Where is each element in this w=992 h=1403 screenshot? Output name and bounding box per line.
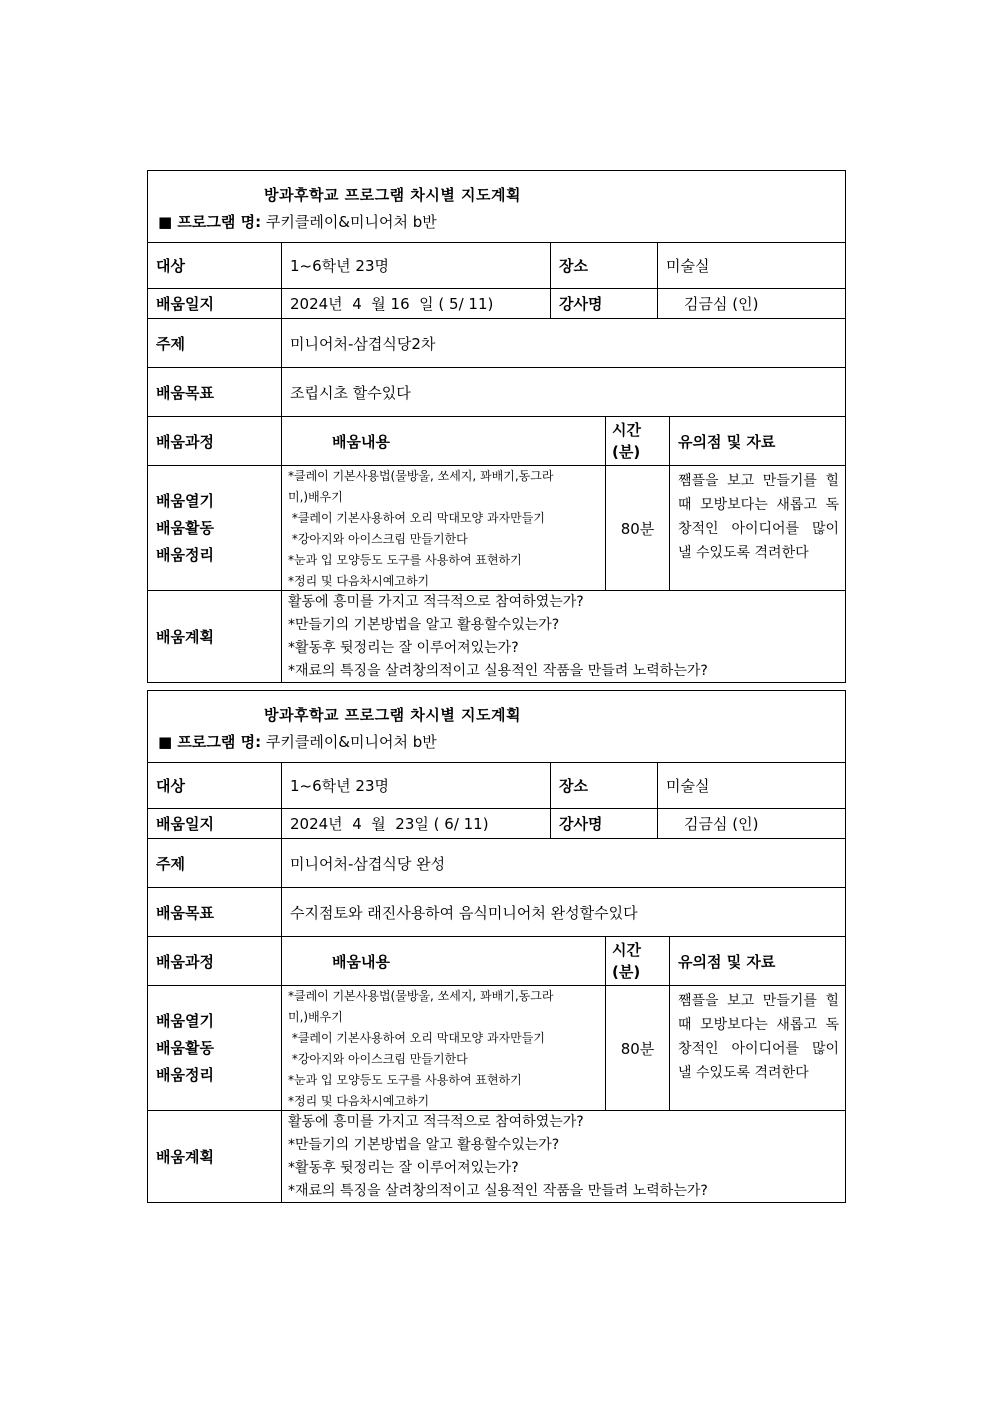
time-header bbox=[605, 417, 669, 465]
step-open: 배움열기 bbox=[156, 491, 214, 510]
step-activity: 배움활동 bbox=[156, 1038, 214, 1057]
plan-label: 배움계획 bbox=[148, 1111, 282, 1202]
time-header-line2: (분) bbox=[612, 963, 641, 981]
steps-cell bbox=[148, 466, 282, 590]
content-line: 미,)배우기 bbox=[288, 1010, 343, 1024]
plan-line: *활동후 뒷정리는 잘 이루어져있는가? bbox=[288, 1160, 519, 1176]
teacher-label: 강사명 bbox=[550, 809, 657, 838]
date-row bbox=[148, 289, 845, 319]
goal-label: 배움목표 bbox=[148, 888, 282, 936]
target-label: 대상 bbox=[148, 243, 282, 288]
plan-line: 활동에 흥미를 가지고 적극적으로 참여하였는가? bbox=[288, 594, 584, 610]
content-line: *클레이 기본사용법(물방울, 쏘세지, 꽈배기,동그라 bbox=[288, 989, 554, 1003]
content-header: 배움내용 bbox=[332, 952, 390, 971]
content-line: *클레이 기본사용하여 오리 막대모양 과자만들기 bbox=[288, 1031, 545, 1045]
plan-row bbox=[148, 591, 845, 682]
content-line: *눈과 입 모양등도 도구를 사용하여 표현하기 bbox=[288, 1073, 522, 1087]
target-value: 1~6학년 23명 bbox=[290, 777, 389, 795]
content-line: *클레이 기본사용하여 오리 막대모양 과자만들기 bbox=[288, 511, 545, 525]
content-line: *강아지와 아이스크림 만들기한다 bbox=[288, 532, 468, 546]
target-value: 1~6학년 23명 bbox=[290, 257, 389, 275]
plan-line: *만들기의 기본방법을 알고 활용할수있는가? bbox=[288, 617, 560, 633]
plan-lines bbox=[282, 591, 845, 682]
content-cell bbox=[282, 466, 605, 590]
teacher-value: 김금심 (인) bbox=[657, 809, 845, 838]
goal-value: 조립시초 할수있다 bbox=[290, 383, 411, 402]
note-header: 유의점 및 자료 bbox=[669, 417, 845, 465]
goal-row bbox=[148, 888, 845, 937]
topic-label: 주제 bbox=[148, 319, 282, 367]
note-value: 쨈플을 보고 만들기를 힐 때 모방보다는 새롭고 독창적인 아이디어를 많이 낼 수있도록 격려한다 bbox=[669, 986, 845, 1110]
program-label: ■ 프로그램 명: bbox=[158, 733, 262, 751]
place-value: 미술실 bbox=[657, 763, 845, 808]
content-line: *눈과 입 모양등도 도구를 사용하여 표현하기 bbox=[288, 553, 522, 567]
step-open: 배움열기 bbox=[156, 1011, 214, 1030]
note-header: 유의점 및 자료 bbox=[669, 937, 845, 985]
steps-cell bbox=[148, 986, 282, 1110]
topic-label: 주제 bbox=[148, 839, 282, 887]
topic-value: 미니어처-삼겹식당2차 bbox=[290, 334, 436, 353]
process-header-row bbox=[148, 417, 845, 466]
plan-title: 방과후학교 프로그램 차시별 지도계획 bbox=[264, 186, 522, 204]
date-row bbox=[148, 809, 845, 839]
time-header-line1: 시간 bbox=[612, 941, 641, 959]
content-header: 배움내용 bbox=[332, 432, 390, 451]
time-value: 80분 bbox=[605, 986, 669, 1110]
process-content-row bbox=[148, 466, 845, 591]
plan-line: *만들기의 기본방법을 알고 활용할수있는가? bbox=[288, 1137, 560, 1153]
plan-line: 활동에 흥미를 가지고 적극적으로 참여하였는가? bbox=[288, 1114, 584, 1130]
plan-label: 배움계획 bbox=[148, 591, 282, 682]
topic-row bbox=[148, 839, 845, 888]
goal-value: 수지점토와 래진사용하여 음식미니어처 완성할수있다 bbox=[290, 903, 638, 922]
plan-line: *활동후 뒷정리는 잘 이루어져있는가? bbox=[288, 640, 519, 656]
content-line: *강아지와 아이스크림 만들기한다 bbox=[288, 1052, 468, 1066]
date-label: 배움일지 bbox=[148, 289, 282, 318]
process-header-row bbox=[148, 937, 845, 986]
date-value: 2024년 4 월 16 일 ( 5/ 11) bbox=[290, 295, 494, 313]
content-cell bbox=[282, 986, 605, 1110]
step-activity: 배움활동 bbox=[156, 518, 214, 537]
topic-value: 미니어처-삼겹식당 완성 bbox=[290, 854, 446, 873]
goal-label: 배움목표 bbox=[148, 368, 282, 416]
process-label: 배움과정 bbox=[148, 417, 282, 465]
time-header bbox=[605, 937, 669, 985]
note-value: 쨈플을 보고 만들기를 힐 때 모방보다는 새롭고 독창적인 아이디어를 많이 낼 수있도록 격려한다 bbox=[669, 466, 845, 590]
step-wrapup: 배움정리 bbox=[156, 545, 214, 564]
content-line: *클레이 기본사용법(물방울, 쏘세지, 꽈배기,동그라 bbox=[288, 469, 554, 483]
time-header-line2: (분) bbox=[612, 443, 641, 461]
place-label: 장소 bbox=[550, 763, 657, 808]
target-row bbox=[148, 243, 845, 289]
time-value: 80분 bbox=[605, 466, 669, 590]
plan-line: *재료의 특징을 살려창의적이고 실용적인 작품을 만들려 노력하는가? bbox=[288, 1183, 708, 1199]
plan-header bbox=[148, 691, 845, 763]
lesson-plan-table bbox=[147, 170, 846, 683]
step-wrapup: 배움정리 bbox=[156, 1065, 214, 1084]
process-label: 배움과정 bbox=[148, 937, 282, 985]
plan-row bbox=[148, 1111, 845, 1202]
target-row bbox=[148, 763, 845, 809]
program-name-line bbox=[158, 731, 437, 752]
content-line: *정리 및 다음차시예고하기 bbox=[288, 574, 430, 588]
program-name-line bbox=[158, 211, 437, 232]
date-value: 2024년 4 월 23일 ( 6/ 11) bbox=[290, 815, 489, 833]
goal-row bbox=[148, 368, 845, 417]
place-value: 미술실 bbox=[657, 243, 845, 288]
plan-lines bbox=[282, 1111, 845, 1202]
program-name: 쿠키클레이&미니어처 b반 bbox=[265, 213, 437, 231]
date-label: 배움일지 bbox=[148, 809, 282, 838]
program-name: 쿠키클레이&미니어처 b반 bbox=[265, 733, 437, 751]
plan-header bbox=[148, 171, 845, 243]
time-header-line1: 시간 bbox=[612, 421, 641, 439]
teacher-value: 김금심 (인) bbox=[657, 289, 845, 318]
topic-row bbox=[148, 319, 845, 368]
content-line: 미,)배우기 bbox=[288, 490, 343, 504]
plan-line: *재료의 특징을 살려창의적이고 실용적인 작품을 만들려 노력하는가? bbox=[288, 663, 708, 679]
process-content-row bbox=[148, 986, 845, 1111]
program-label: ■ 프로그램 명: bbox=[158, 213, 262, 231]
teacher-label: 강사명 bbox=[550, 289, 657, 318]
lesson-plan-table bbox=[147, 690, 846, 1203]
content-line: *정리 및 다음차시예고하기 bbox=[288, 1094, 430, 1108]
target-label: 대상 bbox=[148, 763, 282, 808]
plan-title: 방과후학교 프로그램 차시별 지도계획 bbox=[264, 706, 522, 724]
place-label: 장소 bbox=[550, 243, 657, 288]
